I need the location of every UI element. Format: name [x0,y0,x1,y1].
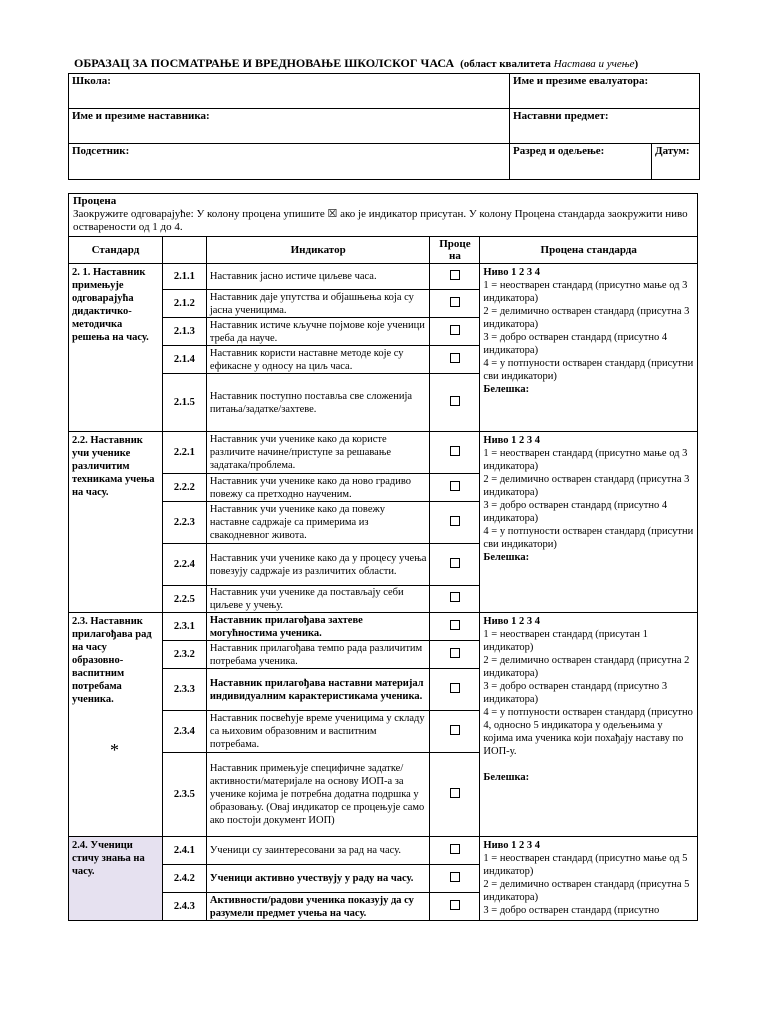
indicator-text: Наставник учи ученике да постављају себи циљеве у учењу. [206,586,430,613]
standard-assessment-cell [480,613,698,837]
level-scale[interactable]: Ниво 1 2 3 4 [483,840,540,851]
level-description: 4 = у потпуности остварен стандард (присутно 4, односно 5 индикатора у одељењима у којима има ученика који похађају наставу по ИОП-у. [483,707,693,757]
indicator-checkbox-cell [430,865,480,893]
subject-field[interactable]: Наставни предмет: [510,109,700,144]
assessment-instructions [68,193,698,236]
indicator-code: 2.4.1 [162,837,206,865]
standard-assessment-cell [480,264,698,432]
indicator-code: 2.1.2 [162,290,206,318]
indicator-checkbox[interactable] [450,446,460,456]
indicator-checkbox-cell [430,374,480,432]
indicator-checkbox-cell [430,544,480,586]
indicator-row [69,264,698,290]
indicator-checkbox[interactable] [450,325,460,335]
indicator-checkbox[interactable] [450,872,460,882]
indicator-checkbox-cell [430,641,480,669]
level-description: 2 = делимично остварен стандард (присутна 2 индикатора) [483,655,690,679]
indicator-code: 2.2.5 [162,586,206,613]
indicator-row [69,432,698,474]
teacher-field[interactable]: Име и презиме наставника: [69,109,510,144]
indicator-checkbox[interactable] [450,788,460,798]
level-description: 1 = неостварен стандард (присутно мање од 3 индикатора) [483,280,688,304]
level-scale[interactable]: Ниво 1 2 3 4 [483,267,540,278]
indicator-code: 2.1.1 [162,264,206,290]
indicator-text: Наставник примењује специфичне задатке/активности/материјале на основу ИОП-а за ученике којима је потребна додатна подршка у образовању. (Овај индикатор се процењује само ако постоји документ ИОП) [206,753,430,837]
indicator-checkbox[interactable] [450,900,460,910]
standard-label: 2.4. Ученици стичу знања на часу. [69,837,163,921]
level-description: 4 = у потпуности остварен стандард (присутни сви индикатори) [483,358,694,382]
level-description: 2 = делимично остварен стандард (присутна 5 индикатора) [483,879,690,903]
level-description: 4 = у потпуности остварен стандард (присутни сви индикатори) [483,526,694,550]
level-description: 3 = добро остварен стандард (присутно 4 индикатора) [483,500,668,524]
col-indicator: Индикатор [206,237,430,264]
standard-label: 2.3. Наставник прилагођава рад на часу образовно-васпитним потребама ученика. [69,613,163,837]
standard-assessment-cell [480,837,698,921]
indicator-text: Наставник учи ученике како да повежу наставне садржаје са примерима из свакодневног живота. [206,502,430,544]
level-description: 3 = добро остварен стандард (присутно 3 индикатора) [483,681,668,705]
indicator-checkbox-cell [430,613,480,641]
indicator-text: Наставник истиче кључне појмове које ученици треба да науче. [206,318,430,346]
indicator-checkbox-cell [430,837,480,865]
indicator-checkbox-cell [430,586,480,613]
indicator-checkbox[interactable] [450,270,460,280]
asterisk-mark: * [110,740,119,760]
reminder-field[interactable]: Подсетник: [69,144,510,180]
school-field[interactable]: Школа: [69,74,510,109]
indicator-checkbox-cell [430,474,480,502]
indicator-code: 2.3.1 [162,613,206,641]
indicator-text: Ученици активно учествују у раду на часу. [206,865,430,893]
indicator-text: Наставник прилагођава наставни материјал индивидуалним карактеристикама ученика. [206,669,430,711]
indicator-code: 2.1.5 [162,374,206,432]
indicator-checkbox[interactable] [450,620,460,630]
indicator-code: 2.2.4 [162,544,206,586]
indicator-checkbox-cell [430,264,480,290]
indicator-code: 2.2.2 [162,474,206,502]
standard-assessment-cell [480,432,698,613]
standard-label: 2.2. Наставник учи ученике различитим техникама учења на часу. [69,432,163,613]
indicator-checkbox[interactable] [450,844,460,854]
col-standard-assessment: Процена стандарда [480,237,698,264]
indicator-text: Наставник даје упутства и објашњења која су јасна ученицима. [206,290,430,318]
level-description: 1 = неостварен стандард (присутно мање од 5 индикатор) [483,853,688,877]
instructions-text: Заокружите одговарајуће: У колону процена упишите ☒ ако је индикатор присутан. У колону Процена стандарда заокружити ниво остварености од 1 до 4. [73,208,688,233]
instructions-heading: Процена [73,195,117,207]
standard-label: 2. 1. Наставник примењује одговарајућа дидактичко-методичка решења на часу. [69,264,163,432]
indicator-text: Наставник посвећује време ученицима у складу са њиховим образовним и васпитним потребама. [206,711,430,753]
indicator-code: 2.3.4 [162,711,206,753]
indicator-checkbox[interactable] [450,297,460,307]
area-prefix: (област квалитета [460,58,554,70]
area-italic: Настава и учење [553,58,635,70]
page-title: ОБРАЗАЦ ЗА ПОСМАТРАЊЕ И ВРЕДНОВАЊЕ ШКОЛСКОГ ЧАСА (област квалитета Настава и учење) [74,56,639,70]
indicator-row [69,837,698,865]
indicator-checkbox[interactable] [450,648,460,658]
level-description: 1 = неостварен стандард (присутно мање од 3 индикатора) [483,448,688,472]
indicator-text: Активности/радови ученика показују да су разумели предмет учења на часу. [206,893,430,921]
indicator-checkbox[interactable] [450,558,460,568]
indicator-code: 2.3.3 [162,669,206,711]
indicator-checkbox[interactable] [450,683,460,693]
indicator-code: 2.2.1 [162,432,206,474]
indicator-row [69,613,698,641]
indicator-text: Наставник учи ученике како да у процесу учења повезују садржаје из различитих области. [206,544,430,586]
indicator-code: 2.4.2 [162,865,206,893]
indicator-checkbox-cell [430,502,480,544]
indicator-checkbox[interactable] [450,725,460,735]
indicator-checkbox-cell [430,893,480,921]
indicator-text: Ученици су заинтересовани за рад на часу. [206,837,430,865]
level-scale[interactable]: Ниво 1 2 3 4 [483,435,540,446]
indicator-code: 2.1.3 [162,318,206,346]
indicator-text: Наставник користи наставне методе које су ефикасне у односу на циљ часа. [206,346,430,374]
indicator-checkbox-cell [430,290,480,318]
col-standard: Стандард [69,237,163,264]
note-label: Белешка: [483,552,530,563]
indicator-checkbox-cell [430,753,480,837]
indicator-code: 2.3.2 [162,641,206,669]
date-field[interactable]: Датум: [652,144,700,180]
level-description: 2 = делимично остварен стандард (присутна 3 индикатора) [483,474,690,498]
level-scale[interactable]: Ниво 1 2 3 4 [483,616,540,627]
indicator-checkbox-cell [430,711,480,753]
col-assessment: Проце на [430,237,480,264]
indicator-checkbox[interactable] [450,481,460,491]
note-label: Белешка: [483,772,530,783]
indicator-text: Наставник учи ученике како да користе различите начине/приступе за решавање задатака/проблема. [206,432,430,474]
indicator-text: Наставник учи ученике како да ново градиво повежу са претходно наученим. [206,474,430,502]
header-table [68,73,700,180]
level-description: 2 = делимично остварен стандард (присутна 3 индикатора) [483,306,690,330]
indicator-checkbox[interactable] [450,516,460,526]
level-description: 3 = добро остварен стандард (присутно 4 индикатора) [483,332,668,356]
indicator-text: Наставник поступно поставља све сложенија питања/задатке/захтеве. [206,374,430,432]
level-description: 3 = добро остварен стандард (присутно [483,905,660,916]
grade-class-field[interactable]: Разред и одељење: [510,144,652,180]
indicator-checkbox-cell [430,318,480,346]
indicator-code: 2.4.3 [162,893,206,921]
evaluation-table [68,236,698,921]
indicator-checkbox[interactable] [450,396,460,406]
indicator-code: 2.2.3 [162,502,206,544]
evaluator-field[interactable]: Име и презиме евалуатора: [510,74,700,109]
indicator-text: Наставник прилагођава захтеве могућностима ученика. [206,613,430,641]
indicator-checkbox[interactable] [450,592,460,602]
indicator-checkbox-cell [430,346,480,374]
indicator-checkbox[interactable] [450,353,460,363]
indicator-checkbox-cell [430,432,480,474]
indicator-text: Наставник прилагођава темпо рада различитим потребама ученика. [206,641,430,669]
indicator-code: 2.1.4 [162,346,206,374]
level-description: 1 = неостварен стандард (присутан 1 индикатор) [483,629,648,653]
indicator-code: 2.3.5 [162,753,206,837]
indicator-checkbox-cell [430,669,480,711]
indicator-text: Наставник јасно истиче циљеве часа. [206,264,430,290]
note-label: Белешка: [483,384,530,395]
